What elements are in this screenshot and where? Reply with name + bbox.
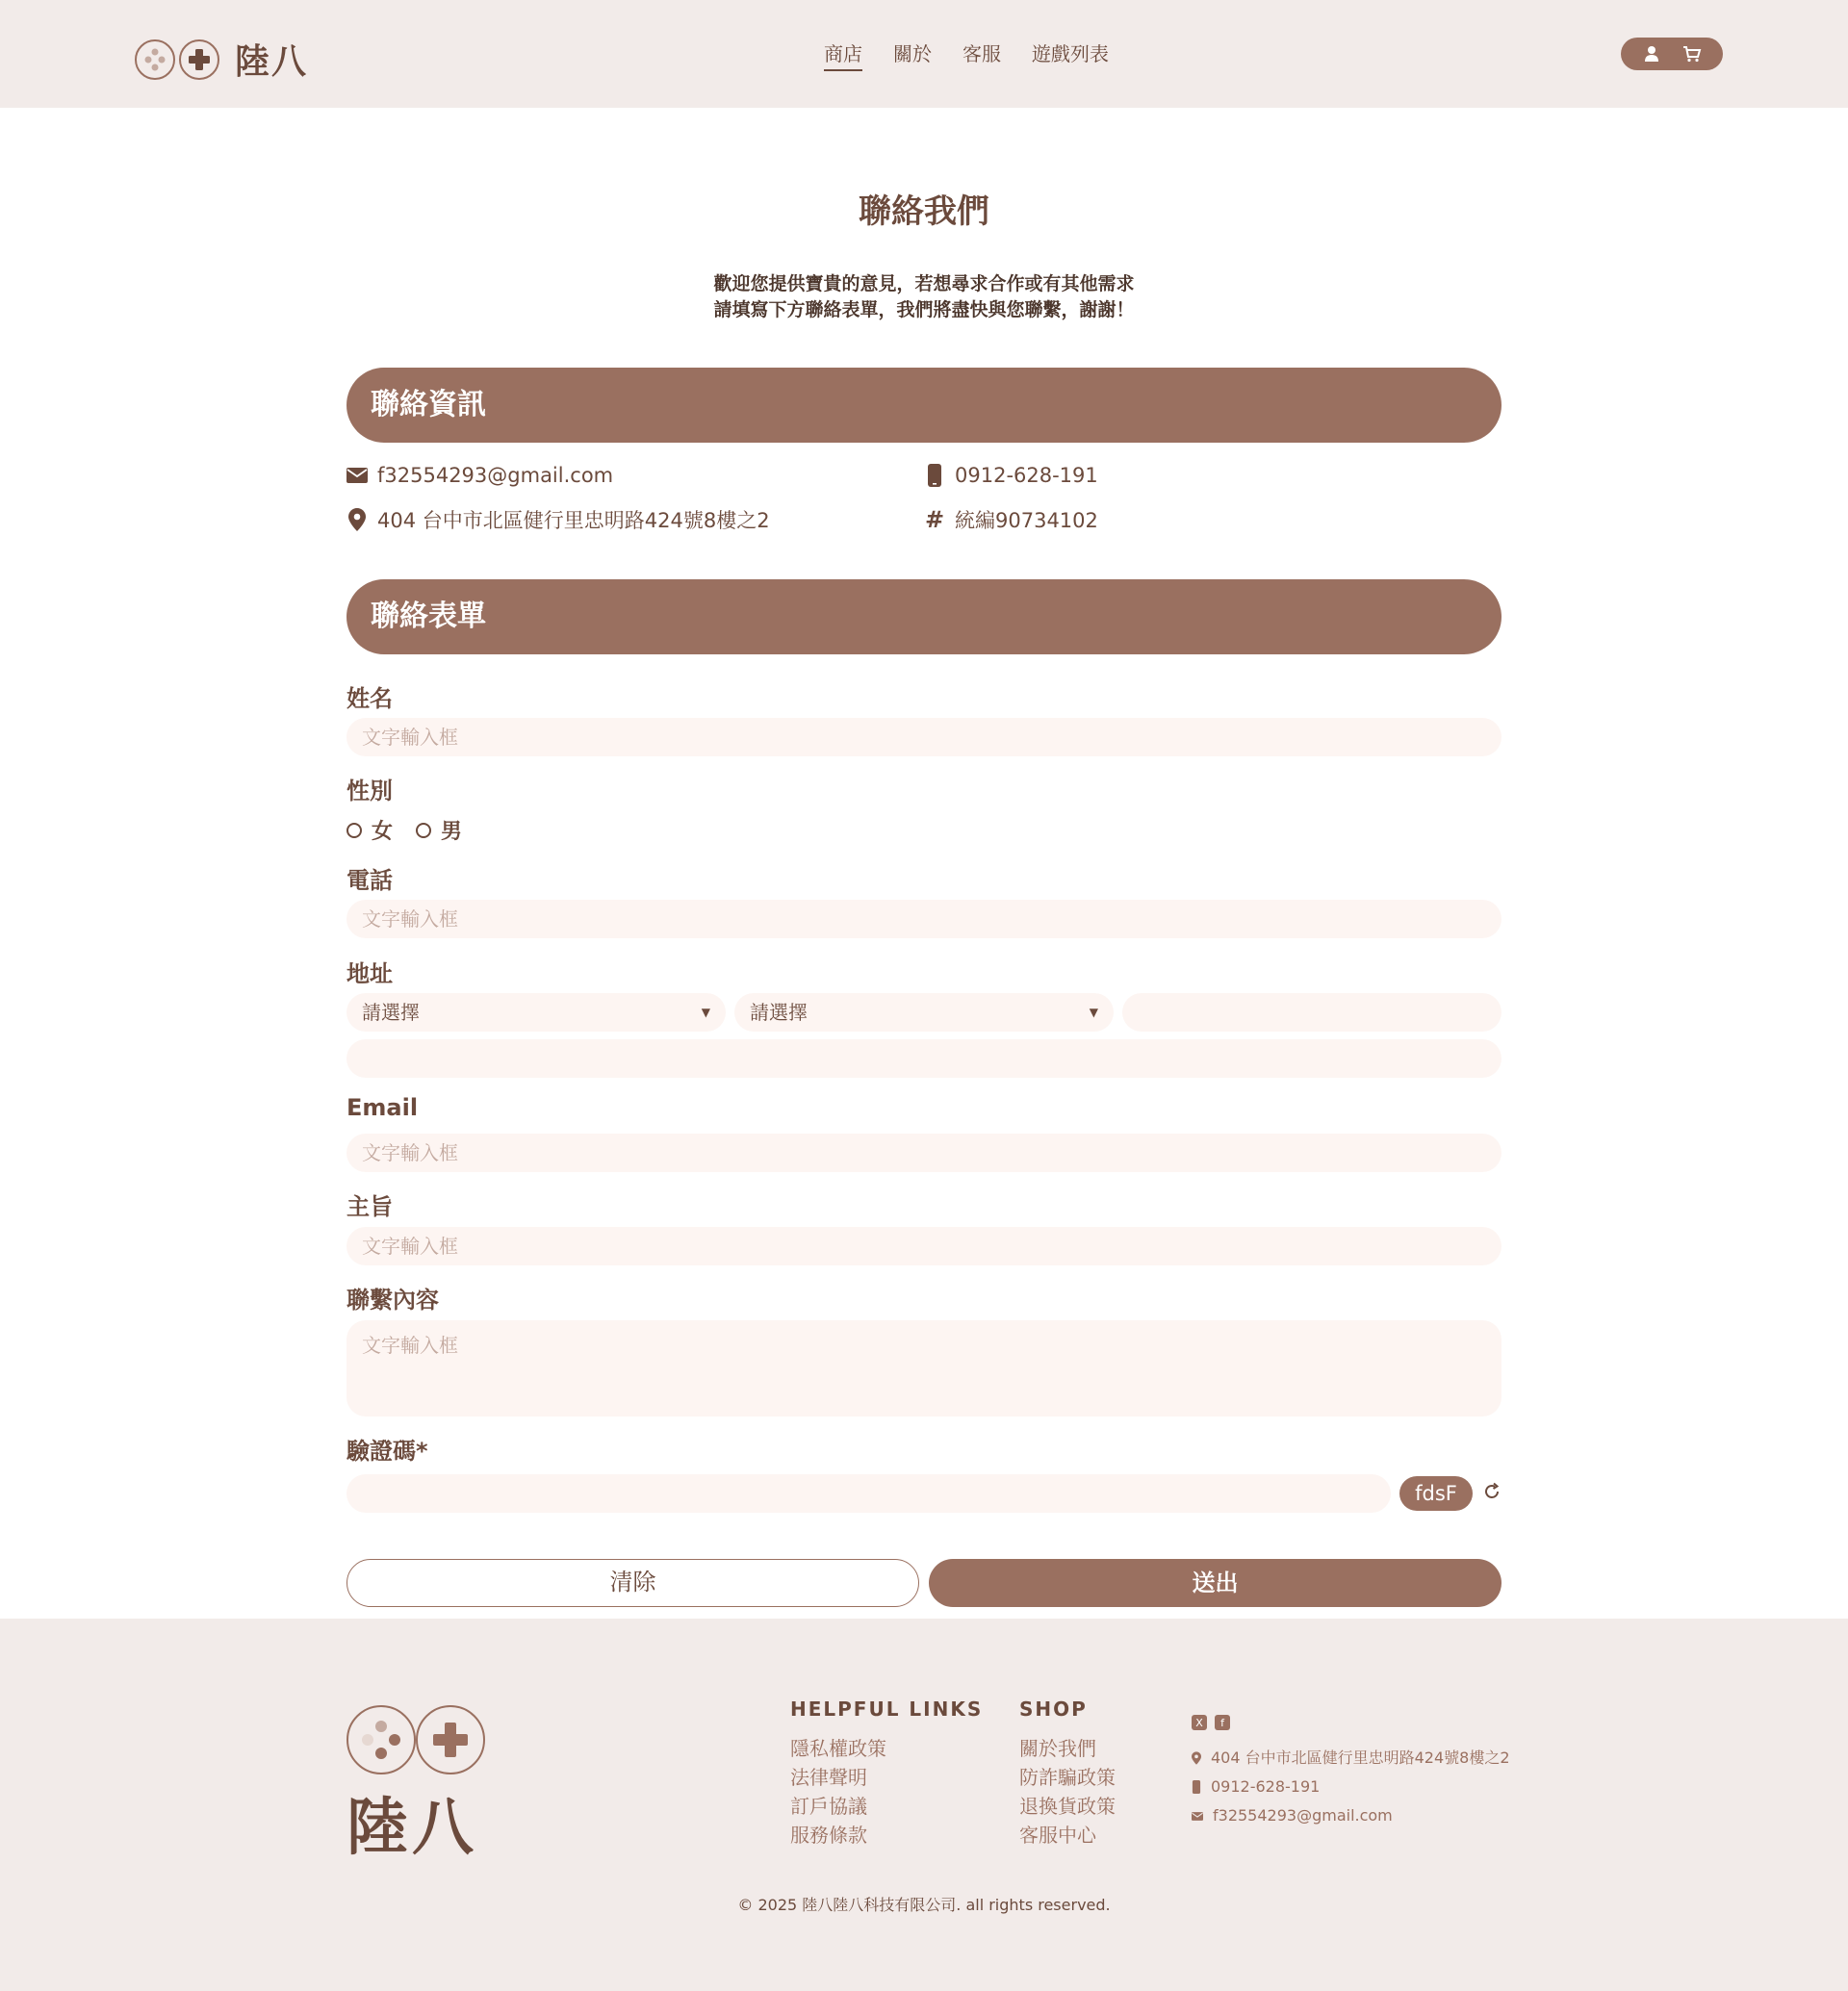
link-legal[interactable]: 法律聲明 (790, 1766, 867, 1789)
phone-icon (924, 465, 945, 486)
mail-icon (1192, 1812, 1203, 1821)
location-pin-icon (346, 509, 368, 530)
intro-line-1: 歡迎您提供寶貴的意見，若想尋求合作或有其他需求 (713, 273, 1135, 294)
contact-email (346, 464, 613, 487)
gender-radio-group (346, 815, 462, 845)
contact-address (346, 505, 770, 534)
link-about-us[interactable]: 關於我們 (1019, 1737, 1096, 1760)
social-links (1192, 1715, 1510, 1730)
nav-game-list[interactable]: 遊戲列表 (1032, 42, 1109, 65)
contact-phone (924, 464, 1098, 487)
intro-line-2: 請填寫下方聯絡表單，我們將盡快與您聯繫，謝謝！ (713, 299, 1135, 320)
gender-label: 性別 (346, 778, 393, 804)
radio-circle[interactable] (416, 823, 431, 838)
subject-label: 主旨 (346, 1193, 393, 1220)
clear-button[interactable]: 清除 (346, 1559, 919, 1607)
name-input[interactable] (346, 718, 1502, 756)
footer-address-text: 404 台中市北區健行里忠明路424號8樓之2 (1211, 1749, 1510, 1767)
address-detail-input[interactable] (346, 1039, 1502, 1078)
link-terms[interactable]: 服務條款 (790, 1824, 867, 1847)
header-actions (1621, 38, 1723, 70)
city-select[interactable] (346, 993, 726, 1032)
name-label: 姓名 (346, 685, 393, 712)
gamepad-plus-icon (179, 39, 219, 80)
link-return-policy[interactable]: 退換貨政策 (1019, 1795, 1116, 1818)
copyright: © 2025 陸八陸八科技有限公司. all rights reserved. (737, 1896, 1111, 1914)
zipcode-input[interactable] (1122, 993, 1502, 1032)
submit-button[interactable]: 送出 (929, 1559, 1502, 1607)
mail-icon (346, 465, 368, 486)
link-subscriber-agreement[interactable]: 訂戶協議 (790, 1795, 867, 1818)
footer-contact (1192, 1715, 1510, 1830)
gamepad-plus-icon (416, 1705, 485, 1774)
user-icon[interactable] (1642, 44, 1661, 64)
shop-title: SHOP (1019, 1697, 1088, 1721)
location-pin-icon (1192, 1751, 1201, 1765)
site-logo[interactable] (135, 35, 308, 84)
contact-email-text: f32554293@gmail.com (377, 464, 614, 487)
intro-text (346, 271, 1502, 323)
city-select-value: 請選擇 (362, 1001, 420, 1024)
hash-icon: # (924, 506, 945, 533)
footer-logo[interactable] (346, 1705, 486, 1867)
district-select[interactable] (734, 993, 1114, 1032)
main-nav (824, 38, 1109, 71)
footer-brand-name: 陸八 (346, 1793, 477, 1864)
gender-male-label: 男 (441, 820, 463, 844)
shop-column (1019, 1697, 1116, 1850)
email-input[interactable] (346, 1134, 1502, 1172)
footer-phone-text: 0912-628-191 (1211, 1777, 1321, 1796)
site-header (0, 0, 1848, 108)
gender-female-radio[interactable] (346, 815, 393, 845)
address-label: 地址 (346, 960, 393, 987)
message-textarea[interactable] (346, 1320, 1502, 1417)
footer-logo-icons (346, 1705, 486, 1774)
captcha-input[interactable] (346, 1474, 1391, 1513)
nav-about[interactable]: 關於 (893, 42, 932, 65)
chevron-down-icon: ▼ (701, 1006, 710, 1019)
link-privacy[interactable]: 隱私權政策 (790, 1737, 886, 1760)
phone-input[interactable] (346, 900, 1502, 938)
subject-input[interactable] (346, 1227, 1502, 1265)
footer-address (1192, 1744, 1510, 1773)
contact-tax-id (924, 505, 1098, 534)
footer-email (1192, 1801, 1510, 1830)
contact-info-heading: 聯絡資訊 (346, 368, 1502, 443)
captcha-code: fdsF (1399, 1476, 1473, 1511)
contact-address-text: 404 台中市北區健行里忠明路424號8樓之2 (377, 509, 770, 532)
gender-male-radio[interactable] (416, 815, 462, 845)
footer-phone (1192, 1773, 1510, 1801)
link-anti-fraud[interactable]: 防詐騙政策 (1019, 1766, 1116, 1789)
helpful-links-title: HELPFUL LINKS (790, 1697, 984, 1721)
contact-form-heading: 聯絡表單 (346, 579, 1502, 654)
brand-name: 陸八 (235, 42, 309, 82)
contact-phone-text: 0912-628-191 (955, 464, 1098, 487)
refresh-icon[interactable] (1482, 1482, 1505, 1505)
nav-support[interactable]: 客服 (962, 42, 1001, 65)
link-support-center[interactable]: 客服中心 (1019, 1824, 1096, 1847)
gender-female-label: 女 (372, 820, 394, 844)
helpful-links-column (790, 1697, 983, 1850)
gamepad-dots-icon (346, 1705, 416, 1774)
site-footer (0, 1619, 1848, 1991)
facebook-icon[interactable]: f (1215, 1715, 1230, 1730)
x-twitter-icon[interactable]: X (1192, 1715, 1207, 1730)
footer-email-text: f32554293@gmail.com (1213, 1806, 1393, 1825)
captcha-label: 驗證碼* (346, 1438, 428, 1465)
email-label: Email (346, 1094, 419, 1121)
contact-tax-id-text: 統編90734102 (955, 509, 1098, 532)
nav-shop[interactable]: 商店 (824, 38, 862, 71)
phone-icon (1192, 1780, 1201, 1794)
message-label: 聯繫內容 (346, 1287, 439, 1314)
cart-icon[interactable] (1682, 44, 1702, 64)
gamepad-dots-icon (135, 39, 175, 80)
phone-label: 電話 (346, 867, 393, 894)
district-select-value: 請選擇 (750, 1001, 808, 1024)
radio-circle[interactable] (346, 823, 362, 838)
page-title: 聯絡我們 (859, 192, 989, 231)
chevron-down-icon: ▼ (1089, 1006, 1098, 1019)
